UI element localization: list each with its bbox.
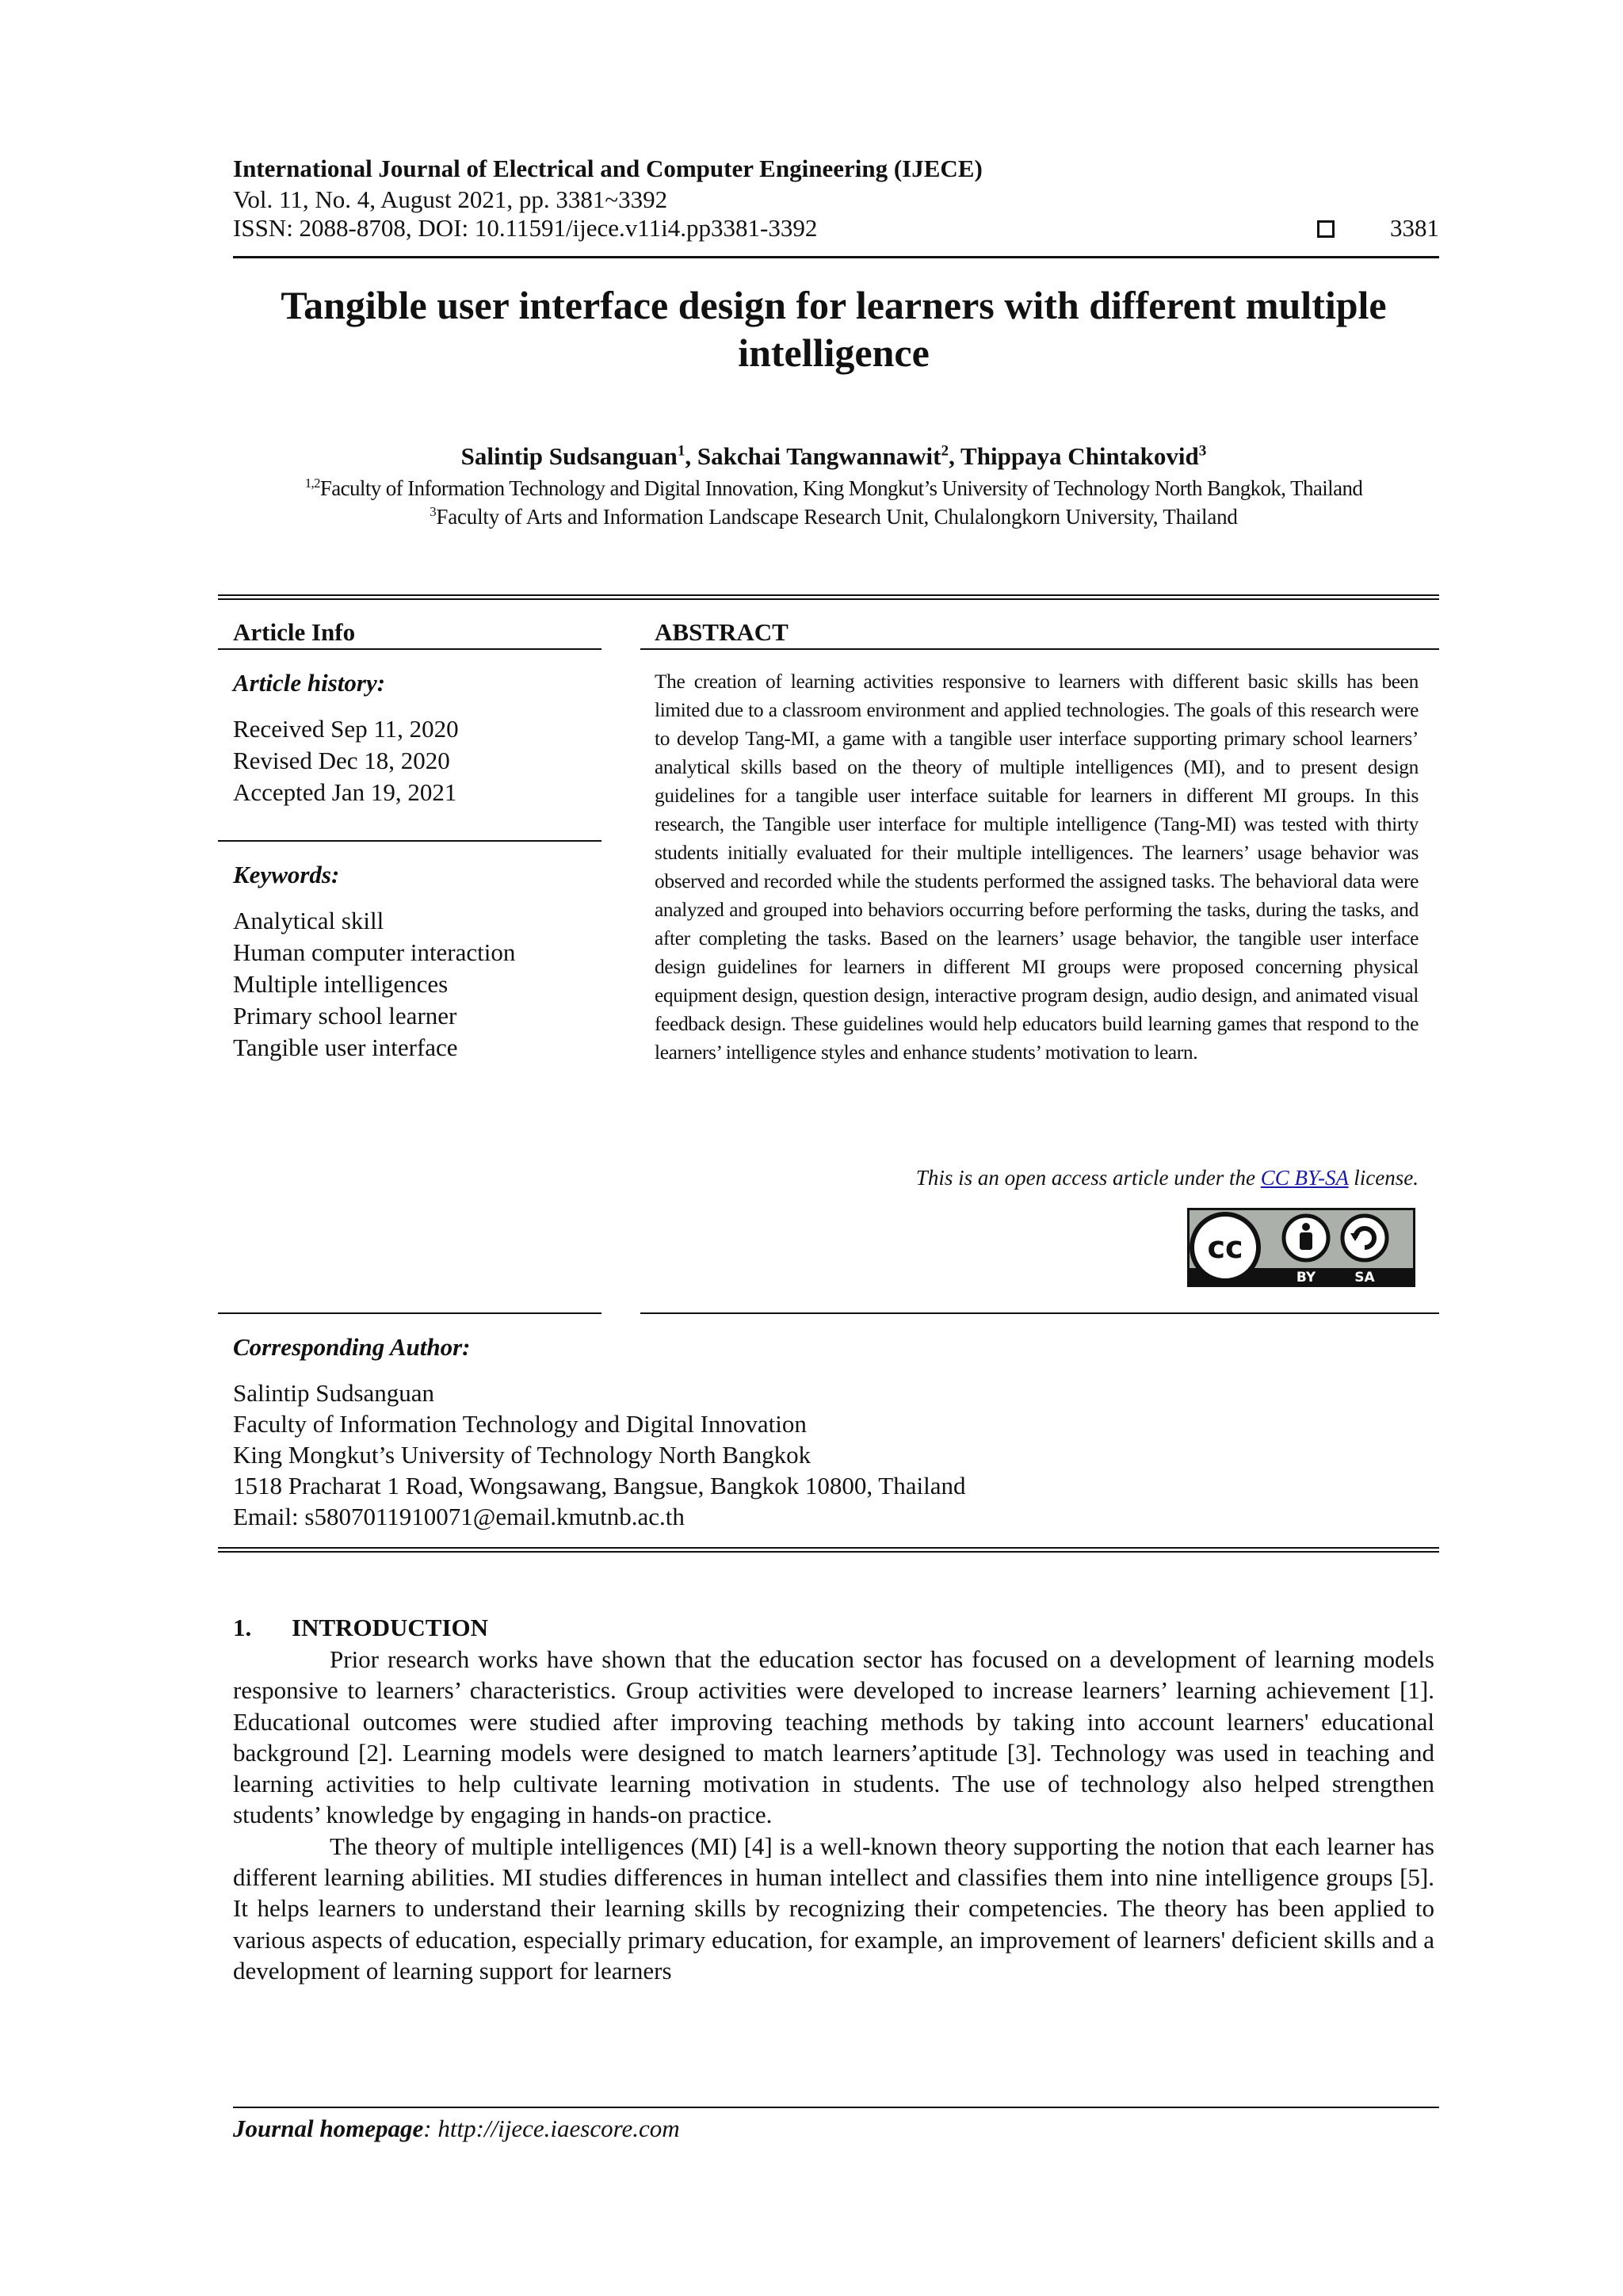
column-rule (640, 1312, 1439, 1314)
section-number: 1. (233, 1614, 252, 1641)
keyword: Tangible user interface (233, 1033, 458, 1061)
homepage-separator: : (423, 2115, 438, 2142)
column-rule (640, 648, 1439, 650)
badge-sa-label: SA (1354, 1270, 1375, 1286)
corresponding-line: King Mongkut’s University of Technology North Bangkok (233, 1441, 812, 1469)
keyword: Analytical skill (233, 907, 384, 934)
homepage-url[interactable]: http://ijece.iaescore.com (437, 2115, 680, 2142)
affiliation (158, 504, 1509, 529)
info-box-top-rule (218, 594, 1439, 596)
open-access-suffix: license. (1348, 1166, 1419, 1190)
column-rule (218, 840, 601, 842)
square-icon (1317, 220, 1335, 238)
corresponding-author-heading: Corresponding Author: (233, 1333, 471, 1361)
badge-by-label: BY (1296, 1270, 1316, 1286)
corresponding-line: Salintip Sudsanguan (233, 1379, 435, 1407)
issn-doi: ISSN: 2088-8708, DOI: 10.11591/ijece.v11i4.pp3381-3392 (233, 214, 818, 242)
affiliation-text: Faculty of Arts and Information Landscape Research Unit, Chulalongkorn University, Thailand (436, 505, 1238, 529)
author-sup: 2 (941, 442, 949, 460)
author-name: Thippaya Chintakovid (960, 442, 1199, 470)
author-sup: 3 (1198, 442, 1207, 460)
cc-by-sa-badge[interactable] (1187, 1208, 1415, 1287)
page-number: 3381 (1390, 214, 1439, 242)
author-name: Sakchai Tangwannawit (697, 442, 941, 470)
info-box-top-rule (218, 598, 1439, 600)
affiliation-sup: 3 (430, 504, 437, 519)
affiliation-sup: 1,2 (304, 476, 320, 491)
homepage-label: Journal homepage (233, 2115, 424, 2142)
person-icon (1302, 1223, 1310, 1231)
keywords-heading: Keywords: (233, 861, 340, 888)
open-access-prefix: This is an open access article under the (915, 1166, 1261, 1190)
volume-info: Vol. 11, No. 4, August 2021, pp. 3381~3392 (233, 185, 668, 213)
corresponding-line: 1518 Pracharat 1 Road, Wongsawang, Bangsue, Bangkok 10800, Thailand (233, 1472, 966, 1499)
affiliation-text: Faculty of Information Technology and Digital Innovation, King Mongkut’s University of Technology North Bangkok, Thailand (319, 476, 1363, 500)
keyword: Human computer interaction (233, 938, 516, 966)
open-access-note (655, 1163, 1419, 1192)
author-name: Salintip Sudsanguan (460, 442, 678, 470)
introduction-body (233, 1644, 1434, 1986)
author-list: Salintip Sudsanguan$^1$, Sakchai Tangwannawit$^2$, Thippaya Chintakovid$^3$ (460, 442, 1207, 470)
history-date: Received Sep 11, 2020 (233, 715, 459, 743)
history-date: Revised Dec 18, 2020 (233, 747, 450, 774)
section-heading (233, 1614, 488, 1642)
keyword: Multiple intelligences (233, 970, 449, 998)
abstract-text: The creation of learning activities responsive to learners with different basic skills has been limited due to a classroom environment and applied technologies. The goals of this research were to develop Tang-MI, a game with a tangible user interface supporting primary school learners’ analytical skills based on the theory of multiple intelligences (MI), and to present design guidelines for a tangible user interface suitable for learners in different MI groups. In this research, the Tangible user interface for multiple intelligence (Tang-MI) was tested with thirty students initially evaluated for their multiple intelligences. The learners’ usage behavior was observed and recorded while the students performed the assigned tasks. The behavioral data were analyzed and grouped into behaviors occurring before performing the tasks, during the tasks, and after completing the tasks. Based on the learners’ usage behavior, the tangible user interface design guidelines for learners in different MI groups were proposed concerning physical equipment design, question design, interactive program design, audio design, and animated visual feedback design. These guidelines would help educators build learning games that respond to the learners’ intelligence styles and enhance students’ motivation to learn. (655, 670, 1419, 1064)
history-date: Accepted Jan 19, 2021 (233, 778, 457, 806)
corresponding-line: Faculty of Information Technology and Digital Innovation (233, 1410, 807, 1438)
article-history-heading: Article history: (233, 669, 386, 697)
paper-title: Tangible user interface design for learners with different multiple intelligence (281, 283, 1387, 375)
article-info-heading: Article Info (233, 618, 356, 646)
abstract-heading: ABSTRACT (655, 618, 789, 646)
paragraph: The theory of multiple intelligences (MI) [4] is a well-known theory supporting the notion that each learner has different learning abilities. MI studies differences in human intellect and classifies them into nine intelligence groups [5]. It helps learners to understand their learning skills by recognizing their competencies. The theory has been applied to various aspects of education, especially primary education, for example, an improvement of learners' deficient skills and a development of learning support for learners (233, 1832, 1434, 1985)
column-rule (218, 1312, 601, 1314)
column-rule (218, 648, 601, 650)
journal-name: International Journal of Electrical and Computer Engineering (IJECE) (233, 155, 983, 182)
author-sup: 1 (677, 442, 685, 460)
license-link[interactable]: CC BY-SA (1260, 1166, 1349, 1190)
journal-homepage (233, 2115, 680, 2143)
paragraph: Prior research works have shown that the education sector has focused on a development of learning models responsive to learners’ characteristics. Group activities were developed to increase learners’ learning achievement [1]. Educational outcomes were studied after improving teaching methods by taking into account learners' educational background [2]. Learning models were designed to match learners’aptitude [3]. Technology was used in teaching and learning activities to help cultivate learning motivation in students. The use of technology also helped strengthen students’ knowledge by engaging in hands-on practice. (233, 1645, 1434, 1829)
section-title: INTRODUCTION (292, 1614, 489, 1641)
footer-rule (233, 2107, 1439, 2108)
cc-mark: cc (1207, 1230, 1243, 1265)
info-box-bottom-rule (218, 1551, 1439, 1553)
affiliation (158, 476, 1509, 501)
corresponding-email: Email: s5807011910071@email.kmutnb.ac.th (233, 1503, 685, 1530)
keyword: Primary school learner (233, 1002, 457, 1030)
info-box-bottom-rule (218, 1547, 1439, 1549)
header-rule (233, 256, 1439, 258)
